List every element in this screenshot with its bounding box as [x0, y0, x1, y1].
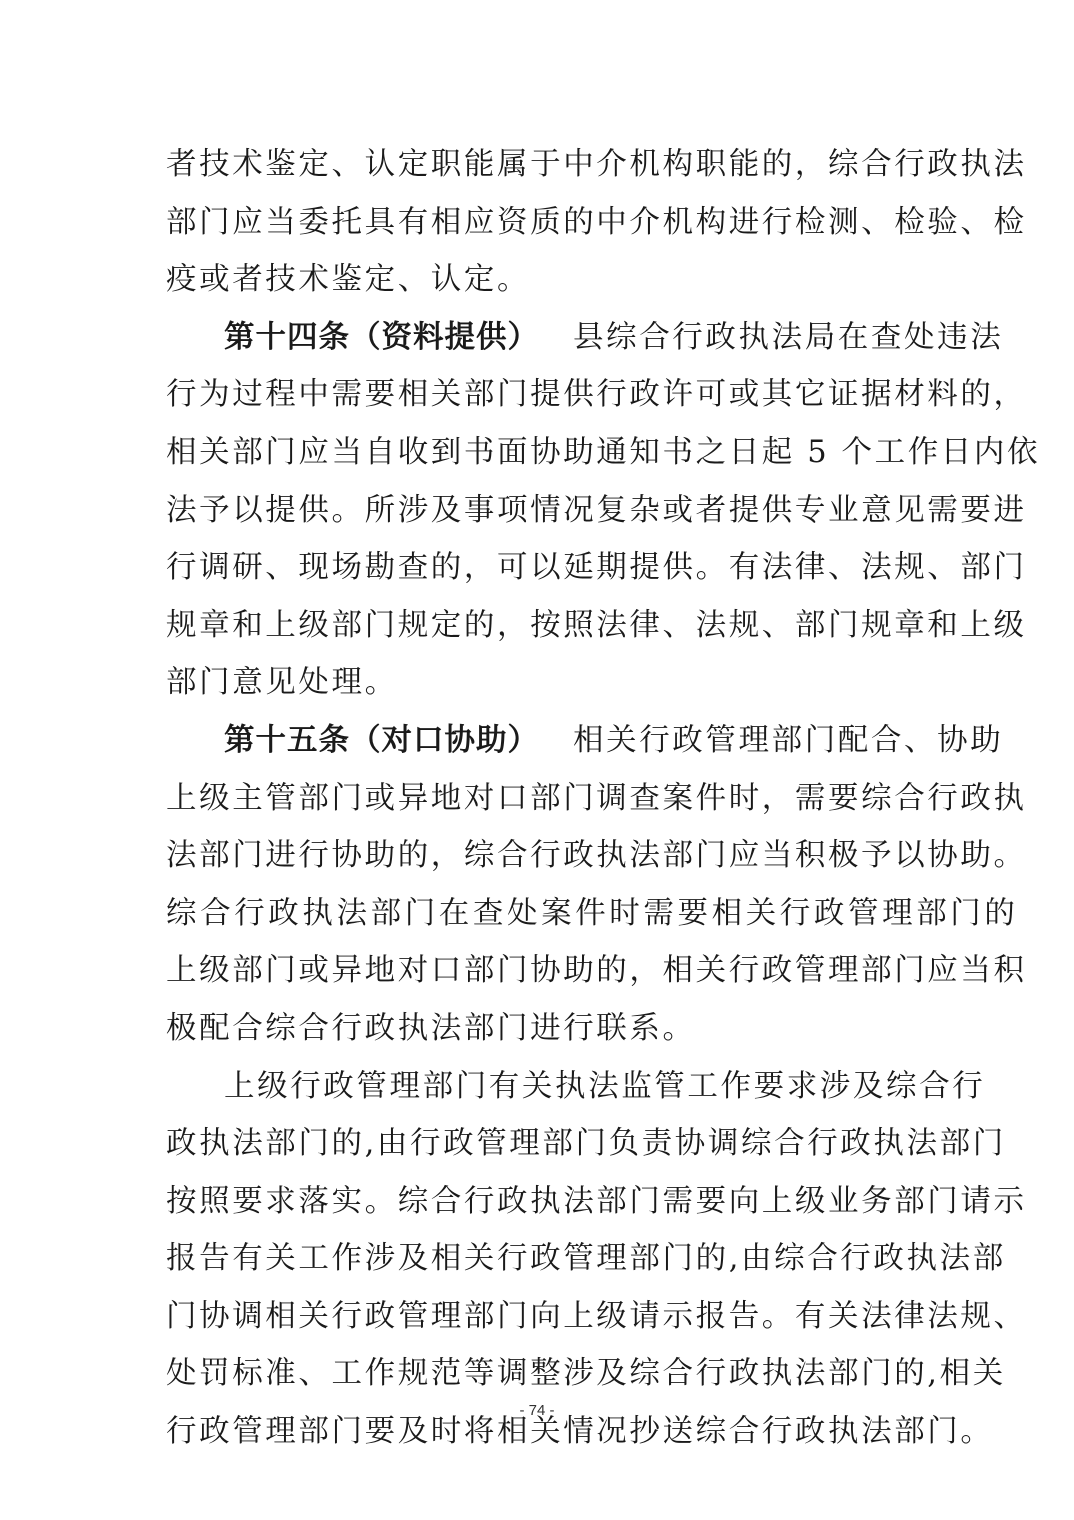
text-line: 规章和上级部门规定的，按照法律、法规、部门规章和上级 [166, 607, 1027, 643]
text-line: 上级主管部门或异地对口部门调查案件时，需要综合行政执 [166, 780, 1027, 816]
text-line: 极配合综合行政执法部门进行联系。 [166, 1010, 696, 1046]
text-line: 法部门进行协助的，综合行政执法部门应当积极予以协助。 [166, 838, 1027, 874]
document-body [166, 136, 1041, 1461]
text-line: 者技术鉴定、认定职能属于中介机构职能的，综合行政执法 [166, 147, 1027, 182]
text-line: 处罚标准、工作规范等调整涉及综合行政执法部门的,相关 [166, 1356, 1006, 1392]
text-line: 行调研、现场勘查的，可以延期提供。有法律、法规、部门 [166, 550, 1027, 586]
text-line: 门协调相关行政管理部门向上级请示报告。有关法律法规、 [166, 1298, 1027, 1334]
text-line: 行政管理部门要及时将相关情况抄送综合行政执法部门。 [166, 1414, 994, 1450]
article-15-first-line [166, 712, 1004, 770]
article-15-heading: 第十五条（对口协助） [224, 722, 539, 758]
text-line: 上级部门或异地对口部门协助的，相关行政管理部门应当积 [166, 953, 1027, 989]
paragraph-3-first-line: 上级行政管理部门有关执法监管工作要求涉及综合行 [224, 1068, 986, 1104]
text-line: 政执法部门的,由行政管理部门负责协调综合行政执法部门 [166, 1126, 1006, 1162]
text-line: 综合行政执法部门在查处案件时需要相关行政管理部门的 [166, 895, 1019, 931]
article-14-first-text: 县综合行政执法局在查处违法 [573, 319, 1004, 355]
text-line: 部门意见处理。 [166, 665, 398, 701]
article-14-first-line [166, 309, 1004, 367]
text-line: 法予以提供。所涉及事项情况复杂或者提供专业意见需要进 [166, 492, 1027, 528]
page-number: - 74 - [519, 1402, 555, 1419]
text-line: 部门应当委托具有相应资质的中介机构进行检测、检验、检 [166, 204, 1027, 240]
text-line: 报告有关工作涉及相关行政管理部门的,由综合行政执法部 [166, 1241, 1006, 1277]
article-14-heading: 第十四条（资料提供） [224, 319, 539, 355]
text-line: 疫或者技术鉴定、认定。 [166, 262, 531, 298]
text-line: 行为过程中需要相关部门提供行政许可或其它证据材料的， [166, 377, 1027, 413]
text-line: 相关部门应当自收到书面协助通知书之日起 5 个工作日内依 [166, 434, 1041, 470]
text-line: 按照要求落实。综合行政执法部门需要向上级业务部门请示 [166, 1183, 1027, 1219]
article-15-first-text: 相关行政管理部门配合、协助 [573, 722, 1004, 758]
